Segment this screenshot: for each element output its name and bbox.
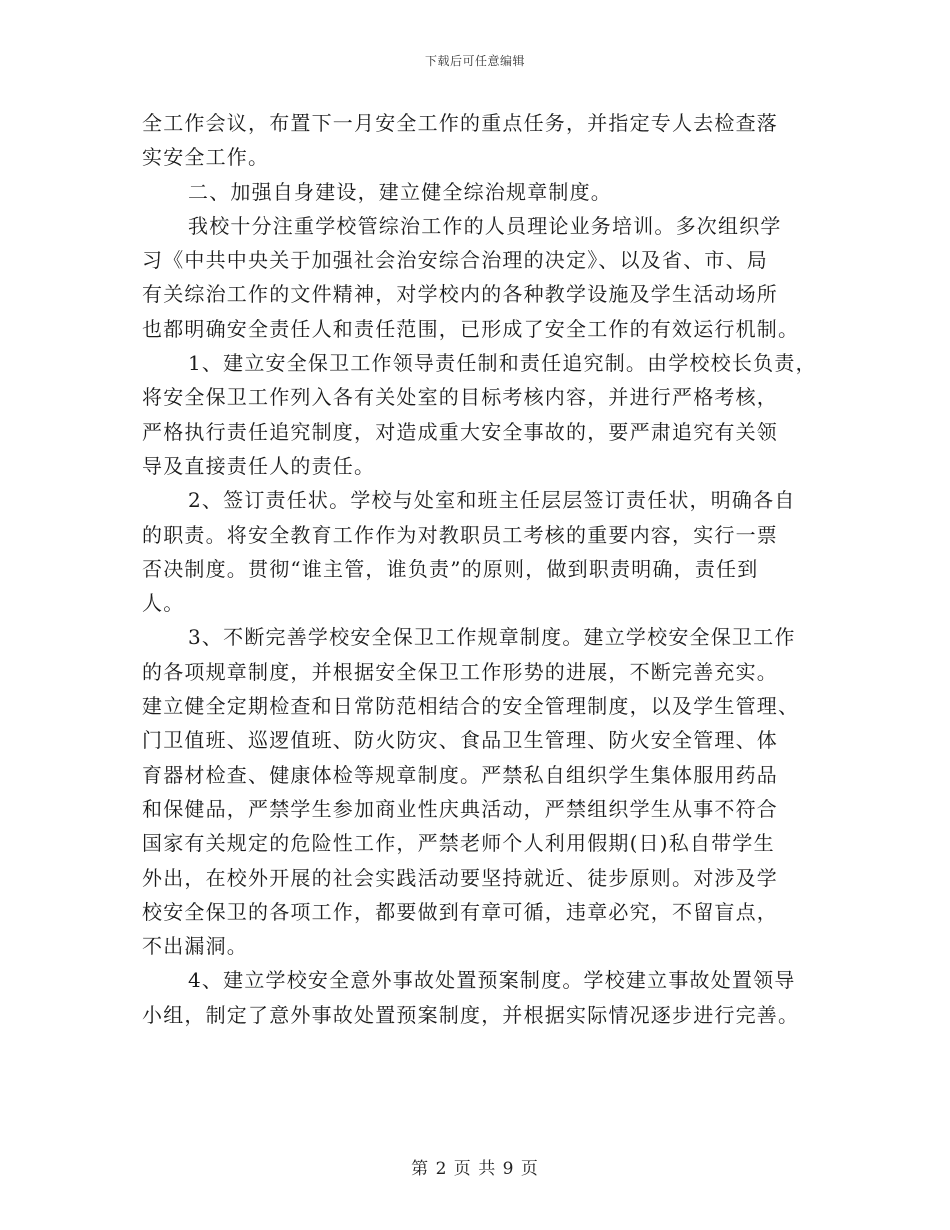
text-line: 全工作会议，布置下一月安全工作的重点任务，并指定专人去检查落	[142, 111, 778, 135]
text-line: 实安全工作。	[142, 145, 270, 170]
text-line: 我校十分注重学校管综治工作的人员理论业务培训。多次组织学	[188, 213, 782, 238]
text-line: 的职责。将安全教育工作作为对教职员工考核的重要内容，实行一票	[142, 522, 778, 547]
text-line: 有关综治工作的文件精神，对学校内的各种教学设施及学生活动场所	[142, 282, 778, 307]
text-line: 和保健品，严禁学生参加商业性庆典活动，严禁组织学生从事不符合	[142, 796, 778, 821]
text-line: 门卫值班、巡逻值班、防火防灾、食品卫生管理、防火安全管理、体	[142, 728, 778, 753]
text-line: 二、加强自身建设，建立健全综治规章制度。	[188, 179, 612, 204]
text-line: 的各项规章制度，并根据安全保卫工作形势的进展，不断完善充实。	[142, 659, 778, 684]
text-line: 育器材检查、健康体检等规章制度。严禁私自组织学生集体服用药品	[142, 762, 778, 787]
text-line: 国家有关规定的危险性工作，严禁老师个人利用假期(日)私自带学生	[142, 831, 775, 856]
text-line: 人。	[142, 591, 185, 616]
text-line: 校安全保卫的各项工作，都要做到有章可循，违章必究，不留盲点，	[142, 899, 778, 924]
text-line: 也都明确安全责任人和责任范围，已形成了安全工作的有效运行机制。	[142, 316, 800, 341]
text-line: 严格执行责任追究制度，对造成重大安全事故的，要严肃追究有关领	[142, 419, 778, 444]
text-line: 习《中共中央关于加强社会治安综合治理的决定》、以及省、市、局	[142, 248, 768, 273]
page-number-footer: 第 2 页 共 9 页	[411, 1159, 539, 1179]
text-line: 3、不断完善学校安全保卫工作规章制度。建立学校安全保卫工作	[188, 625, 796, 650]
text-line: 建立健全定期检查和日常防范相结合的安全管理制度，以及学生管理、	[142, 694, 800, 719]
document-body	[142, 106, 822, 1032]
text-line: 外出，在校外开展的社会实践活动要坚持就近、徒步原则。对涉及学	[142, 865, 778, 890]
text-line: 4、建立学校安全意外事故处置预案制度。学校建立事故处置领导	[188, 968, 796, 993]
text-line: 导及直接责任人的责任。	[142, 453, 376, 478]
text-line: 2、签订责任状。学校与处室和班主任层层签订责任状，明确各自	[188, 488, 796, 513]
text-line: 1、建立安全保卫工作领导责任制和责任追究制。由学校校长负责，	[188, 351, 817, 376]
text-line: 小组，制定了意外事故处置预案制度，并根据实际情况逐步进行完善。	[142, 1002, 800, 1027]
text-line: 不出漏洞。	[142, 934, 248, 959]
text-line: 否决制度。贯彻“谁主管，谁负责”的原则，做到职责明确，责任到	[142, 556, 759, 581]
page-header-note: 下载后可任意编辑	[424, 54, 525, 68]
text-line: 将安全保卫工作列入各有关处室的目标考核内容，并进行严格考核，	[142, 385, 778, 410]
